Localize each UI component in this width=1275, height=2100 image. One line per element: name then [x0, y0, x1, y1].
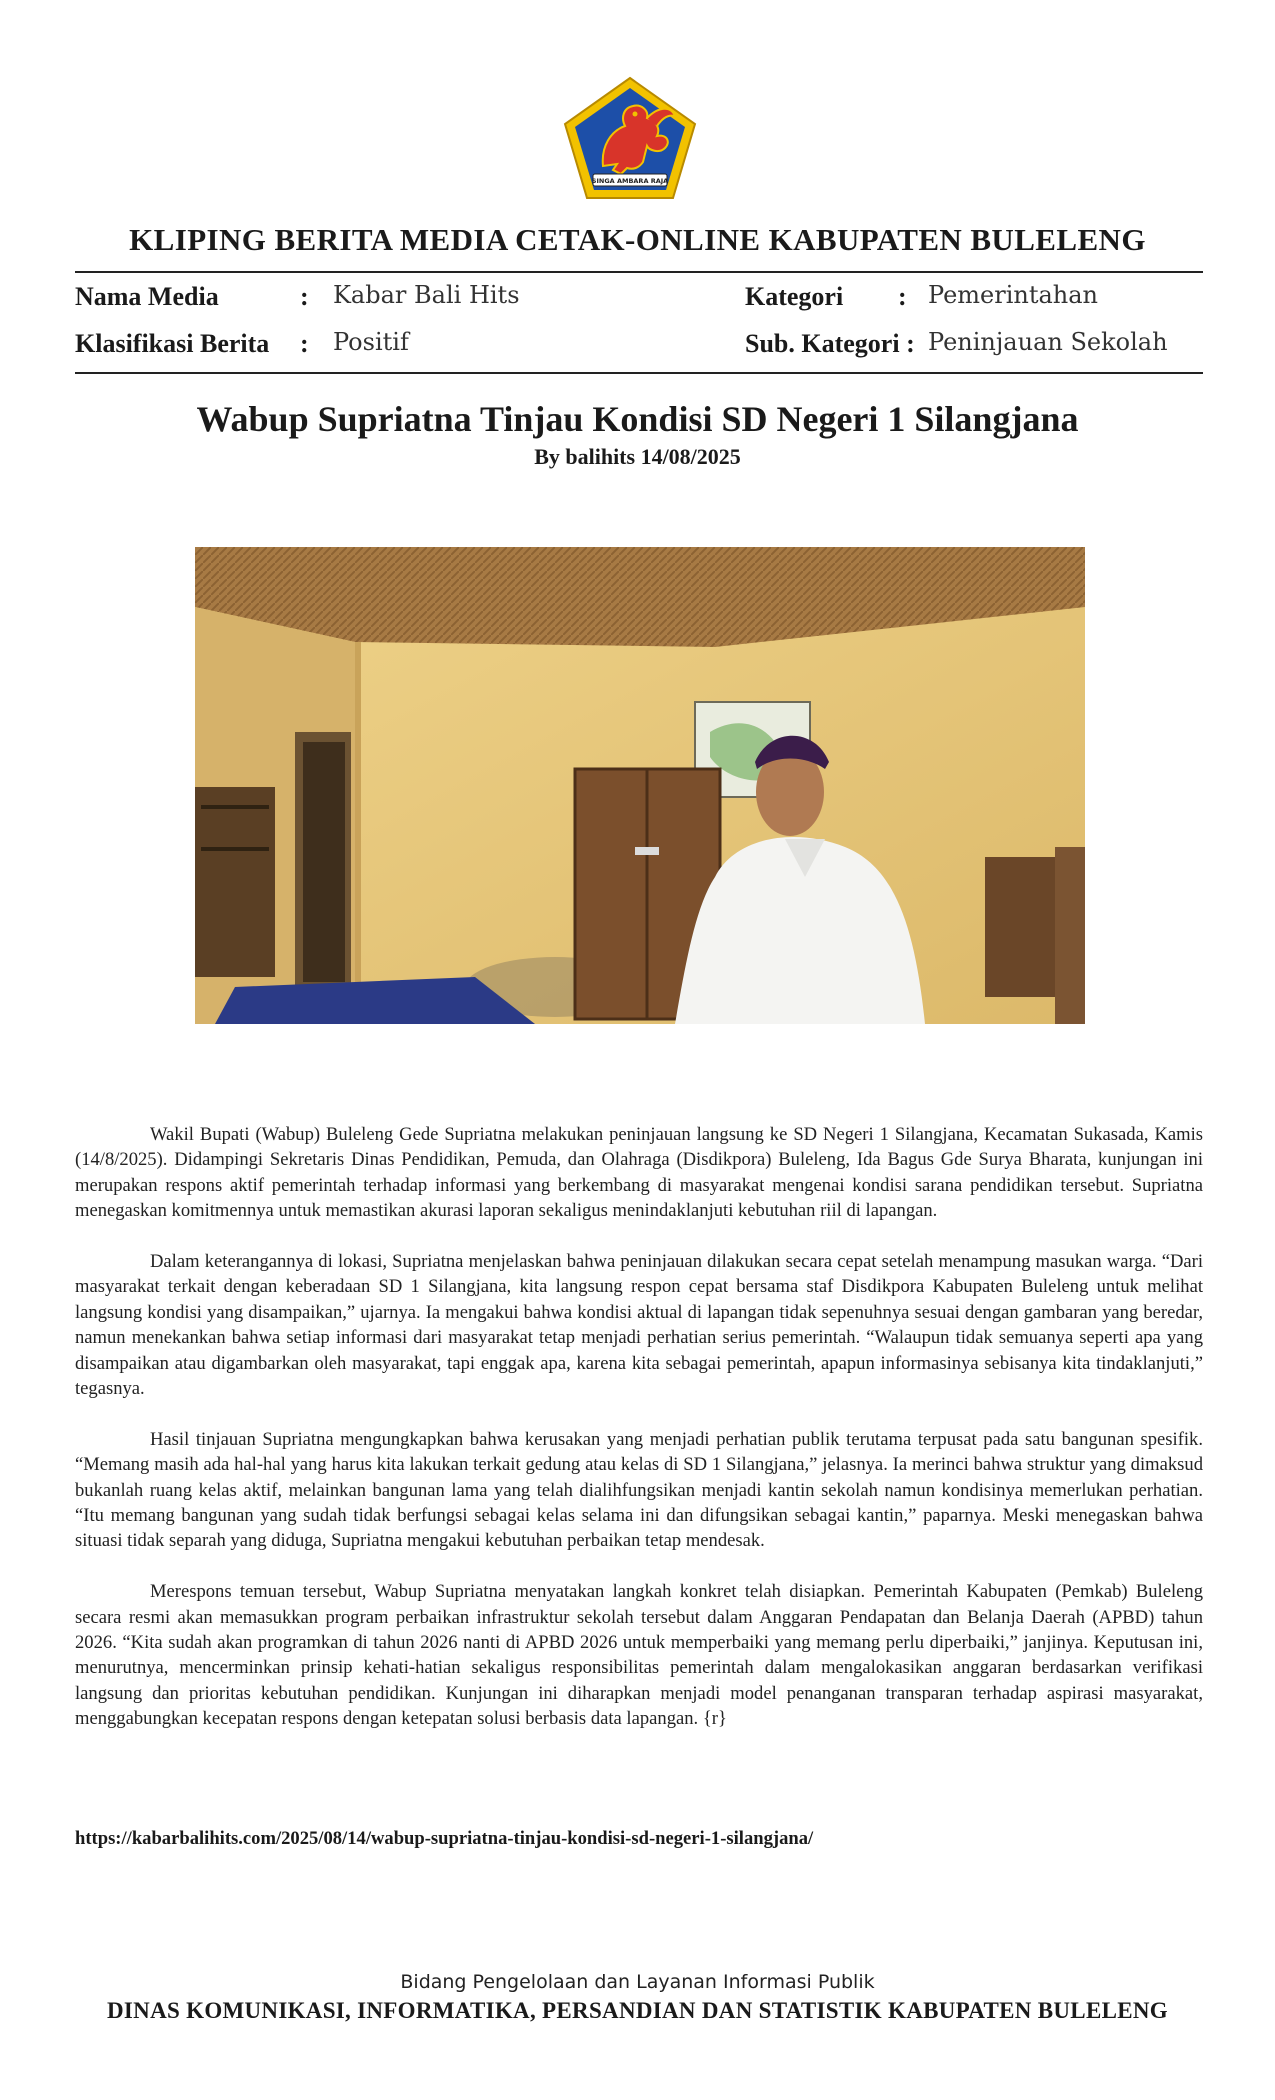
media-value: Kabar Bali Hits [333, 281, 520, 309]
subkategori-value: Peninjauan Sekolah [928, 328, 1168, 356]
media-colon: : [300, 282, 309, 311]
news-photo [195, 547, 1085, 1024]
klasifikasi-value: Positif [333, 328, 409, 356]
header-divider-top [75, 271, 1203, 273]
header-divider-bottom [75, 372, 1203, 374]
source-url-link[interactable]: https://kabarbalihits.com/2025/08/14/wabup-supriatna-tinjau-kondisi-sd-negeri-1-silangjana/ [75, 1828, 814, 1849]
article-byline: By balihits 14/08/2025 [534, 444, 741, 469]
footer-subtitle: Bidang Pengelolaan dan Layanan Informasi Publik [400, 1971, 875, 1993]
media-label: Nama Media [75, 282, 219, 311]
article-paragraph: Wakil Bupati (Wabup) Buleleng Gede Supriatna melakukan peninjauan langsung ke SD Negeri 1 Silangjana, Kecamatan Sukasada, Kamis (14/8/2025). Didampingi Sekretaris Dinas Pendidikan, Pemuda, dan Olahraga (Disdikpora) Buleleng, Ida Bagus Gde Surya Bharata, kunjungan ini merupakan respons aktif pemerintah terhadap informasi yang berkembang di masyarakat mengenai kondisi sarana pendidikan tersebut. Supriatna menegaskan komitmennya untuk memastikan akurasi laporan sekaligus menindaklanjuti kebutuhan riil di lapangan. [75, 1124, 1203, 1222]
singa-ambara-raja-crest-icon [563, 76, 697, 200]
kategori-label: Kategori [745, 282, 844, 311]
article-paragraph: Merespons temuan tersebut, Wabup Supriatna menyatakan langkah konkret telah disiapkan. Pemerintah Kabupaten (Pemkab) Buleleng secara resmi akan memasukkan program perbaikan infrastruktur sekolah tersebut dalam Anggaran Pendapatan dan Belanja Daerah (APBD) tahun 2026. “Kita sudah akan programkan di tahun 2026 nanti di APBD 2026 untuk memperbaiki yang memang perlu diperbaiki,” janjinya. Keputusan ini, menurutnya, mencerminkan prinsip kehati-hatian sekaligus responsibilitas pemerintah dalam mengalokasikan anggaran berdasarkan verifikasi langsung dan prioritas kebutuhan pendidikan. Kunjungan ini diharapkan menjadi model penanganan transparan terhadap aspirasi masyarakat, menggabungkan kecepatan respons dengan ketepatan solusi berbasis data lapangan. {r} [75, 1581, 1203, 1730]
footer-title: DINAS KOMUNIKASI, INFORMATIKA, PERSANDIAN DAN STATISTIK KABUPATEN BULELENG [107, 1998, 1168, 2023]
document-title: KLIPING BERITA MEDIA CETAK-ONLINE KABUPATEN BULELENG [129, 222, 1146, 257]
subkategori-label: Sub. Kategori : [745, 329, 915, 358]
kategori-value: Pemerintahan [928, 281, 1099, 309]
klasifikasi-colon: : [300, 329, 309, 358]
article-body [75, 1122, 1203, 1757]
klasifikasi-label: Klasifikasi Berita [75, 329, 270, 358]
kategori-colon: : [898, 282, 907, 311]
article-paragraph: Dalam keterangannya di lokasi, Supriatna menjelaskan bahwa peninjauan dilakukan secara cepat setelah menampung masukan warga. “Dari masyarakat terkait dengan keberadaan SD 1 Silangjana, kita langsung respon cepat bersama staf Disdikpora Kabupaten Buleleng untuk melihat langsung kondisi yang disampaikan,” ujarnya. Ia mengakui bahwa kondisi aktual di lapangan tidak sepenuhnya sesuai dengan gambaran yang beredar, namun menekankan bahwa setiap informasi dari masyarakat tetap menjadi perhatian serius pemerintah. “Walaupun tidak semuanya seperti apa yang disampaikan atau digambarkan oleh masyarakat, tapi enggak apa, karena kita sebagai pemerintah, apapun informasinya sebisanya kita tindaklanjuti,” tegasnya. [75, 1251, 1203, 1400]
article-headline: Wabup Supriatna Tinjau Kondisi SD Negeri 1 Silangjana [196, 399, 1079, 439]
svg-text:SINGA AMBARA RAJA: SINGA AMBARA RAJA [591, 177, 669, 185]
article-paragraph: Hasil tinjauan Supriatna mengungkapkan bahwa kerusakan yang menjadi perhatian publik terutama terpusat pada satu bangunan spesifik. “Memang masih ada hal-hal yang harus kita lakukan terkait gedung atau kelas di SD 1 Silangjana,” jelasnya. Ia merinci bahwa struktur yang dimaksud bukanlah ruang kelas aktif, melainkan bangunan lama yang telah dialihfungsikan menjadi kantin sekolah namun kondisinya memerlukan perhatian. “Itu memang bangunan yang sudah tidak berfungsi sebagai kelas selama ini dan difungsikan sebagai kantin,” paparnya. Meski menegaskan bahwa situasi tidak separah yang diduga, Supriatna mengakui kebutuhan perbaikan tetap mendesak. [75, 1428, 1203, 1552]
